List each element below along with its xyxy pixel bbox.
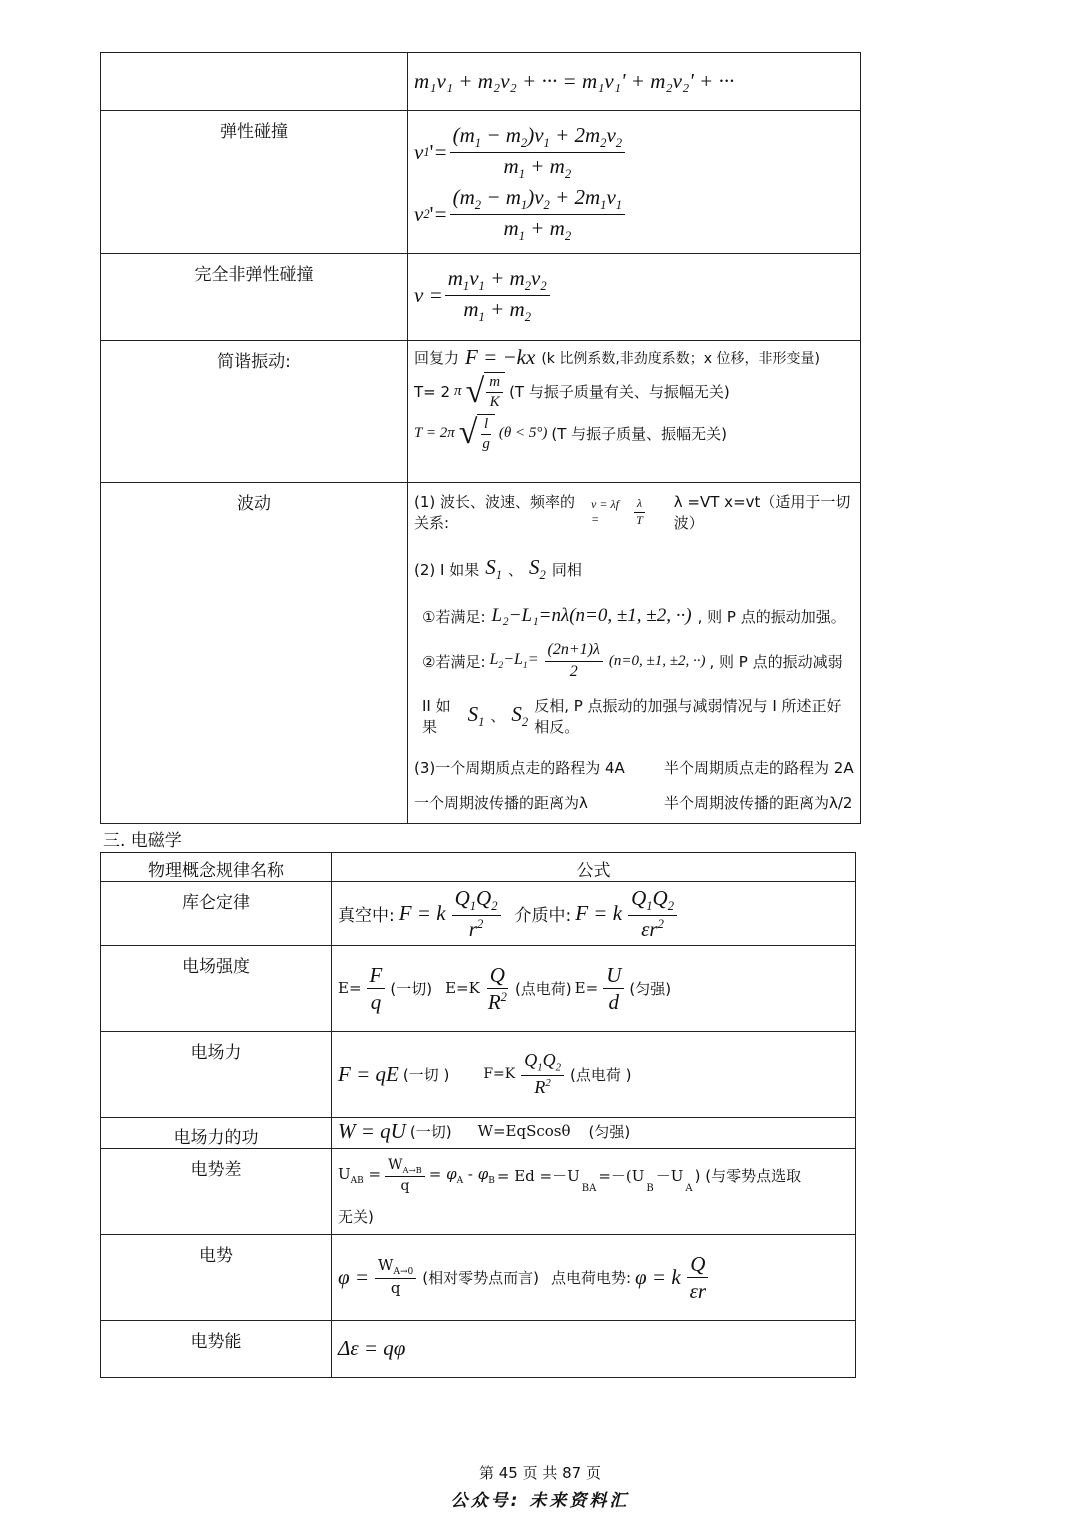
spring-period-line: T= 2 π √ $\frac{m}{K}$ (T 与振子质量有关、与振幅无关): [414, 372, 730, 411]
potential-energy-label: 电势能: [101, 1320, 332, 1377]
field-work-formulas: W = qU (一切) W=EqScosθ (匀强): [332, 1117, 856, 1148]
field-work-label: 电场力的功: [101, 1117, 332, 1148]
electric-force-formulas: F = qE (一切 ) F=K $\frac{Q_1Q_2}{R^2}$ (点电荷 ): [332, 1031, 856, 1117]
wave-label: 波动: [101, 483, 408, 824]
field-strength-label: 电场强度: [101, 945, 332, 1031]
empty-name-cell: [101, 53, 408, 111]
shm-label: 简谐振动:: [101, 341, 408, 483]
potential-energy-formula-cell: [332, 1320, 856, 1377]
electromagnetism-table: [100, 852, 856, 1378]
table-row: [101, 53, 861, 111]
table-row: [101, 1320, 856, 1377]
momentum-conservation-formula: m₁v₁ + m₂v₂ + ··· = m₁v₁' + m₂v₂' + ···: [414, 69, 735, 93]
table-header: [101, 853, 856, 882]
table-row: [101, 1031, 856, 1117]
elastic-collision-label: 弹性碰撞: [101, 111, 408, 254]
electric-force-label: 电场力: [101, 1031, 332, 1117]
coulomb-label: 库仑定律: [101, 882, 332, 946]
wave-relation-line: (1) 波长、波速、频率的关系: v = λf = $\frac{\lambda}{T}$ λ =VT x=vt（适用于一切波）: [414, 493, 851, 532]
potential-energy-formula: Δε = qφ: [338, 1336, 406, 1361]
inelastic-collision-label: 完全非弹性碰撞: [101, 254, 408, 341]
table-row: [101, 111, 861, 254]
v1-prime-formula: v 1 ' = $\frac{(m_1 - m_2)v_1 + 2m_2v_2}{m_1 + m_2}$: [414, 123, 854, 181]
common-velocity-formula: v = $\frac{m_1v_1 + m_2v_2}{m_1 + m_2}$: [414, 266, 854, 324]
field-strength-formulas: E= $\frac{F}{q}$ (一切) E=K $\frac{Q}{R^2}$ (点电荷) E= $\frac{U}{d}$ (匀强): [332, 945, 856, 1031]
coulomb-formulas: 真空中: F = k $\frac{Q_1Q_2}{r^2}$ 介质中: F = k $\frac{Q_1Q_2}{\varepsilon r^2}$: [332, 882, 856, 946]
pendulum-period-line: T = 2π √ $\frac{l}{g}$ (θ < 5°) (T 与振子质量、振幅无关): [414, 414, 728, 452]
momentum-formula-cell: [408, 53, 861, 111]
constructive-line: ①若满足: L₂−L₁=nλ(n=0, ±1, ±2, ··) , 则 P 点的振动加强。: [422, 605, 846, 627]
table-row: [101, 882, 856, 946]
restoring-force-formula: F = −kx: [465, 345, 536, 369]
table-row: [101, 945, 856, 1031]
v2-prime-formula: v 2 ' = $\frac{(m_2 - m_1)v_2 + 2m_1v_1}{m_1 + m_2}$: [414, 185, 854, 243]
inelastic-collision-formula-cell: [408, 254, 861, 341]
elastic-collision-formulas: [408, 111, 861, 254]
header-name: 物理概念规律名称: [101, 853, 332, 882]
potential-formulas: φ = $\frac{W_{A\to 0}}{q}$ (相对零势点而言) 点电荷电势: φ = k $\frac{Q}{\varepsilon r}$: [332, 1234, 856, 1320]
table-row: [101, 254, 861, 341]
source-credit: 公众号: 未来资料汇: [450, 1491, 630, 1511]
shm-formulas: [408, 341, 861, 483]
mechanics-table: [100, 52, 861, 824]
wave-distance-line: 一个周期波传播的距离为λ 半个周期波传播的距离为λ/2: [414, 793, 853, 812]
potential-label: 电势: [101, 1234, 332, 1320]
page-number: 第 45 页 共 87 页: [478, 1464, 601, 1482]
wave-formulas: [408, 483, 861, 824]
table-row: [101, 1117, 856, 1148]
table-row: [101, 483, 861, 824]
restoring-force-line: 回复力 F = −kx (k 比例系数,非劲度系数；x 位移，非形变量): [414, 345, 820, 369]
table-row: [101, 1234, 856, 1320]
destructive-line: ②若满足: $L_2-L_1=$ $\frac{(2n+1)\lambda}{2}$ (n=0, ±1, ±2, ··) , 则 P 点的振动减弱: [422, 641, 843, 680]
in-phase-line: (2) I 如果 $S_1$ 、 $S_2$ 同相: [414, 555, 582, 583]
potential-difference-label: 电势差: [101, 1148, 332, 1234]
section-heading: 三. 电磁学: [103, 831, 182, 851]
period-distance-line: (3)一个周期质点走的路程为 4A 半个周期质点走的路程为 2A: [414, 758, 854, 777]
anti-phase-line: II 如果 $S_1$ 、 $S_2$ 反相, P 点振动的加强与减弱情况与 I 所述正好相反。: [422, 696, 842, 736]
table-row: [101, 341, 861, 483]
table-row: [101, 1148, 856, 1234]
header-formula: 公式: [332, 853, 856, 882]
potential-difference-formulas: $U_{AB}$ = $\frac{W_{A\to B}}{q}$ = $\varphi_A - \varphi_B$ = Ed =－U BA =－(U B －U A ) (与零势点选取 无关): [332, 1148, 856, 1234]
